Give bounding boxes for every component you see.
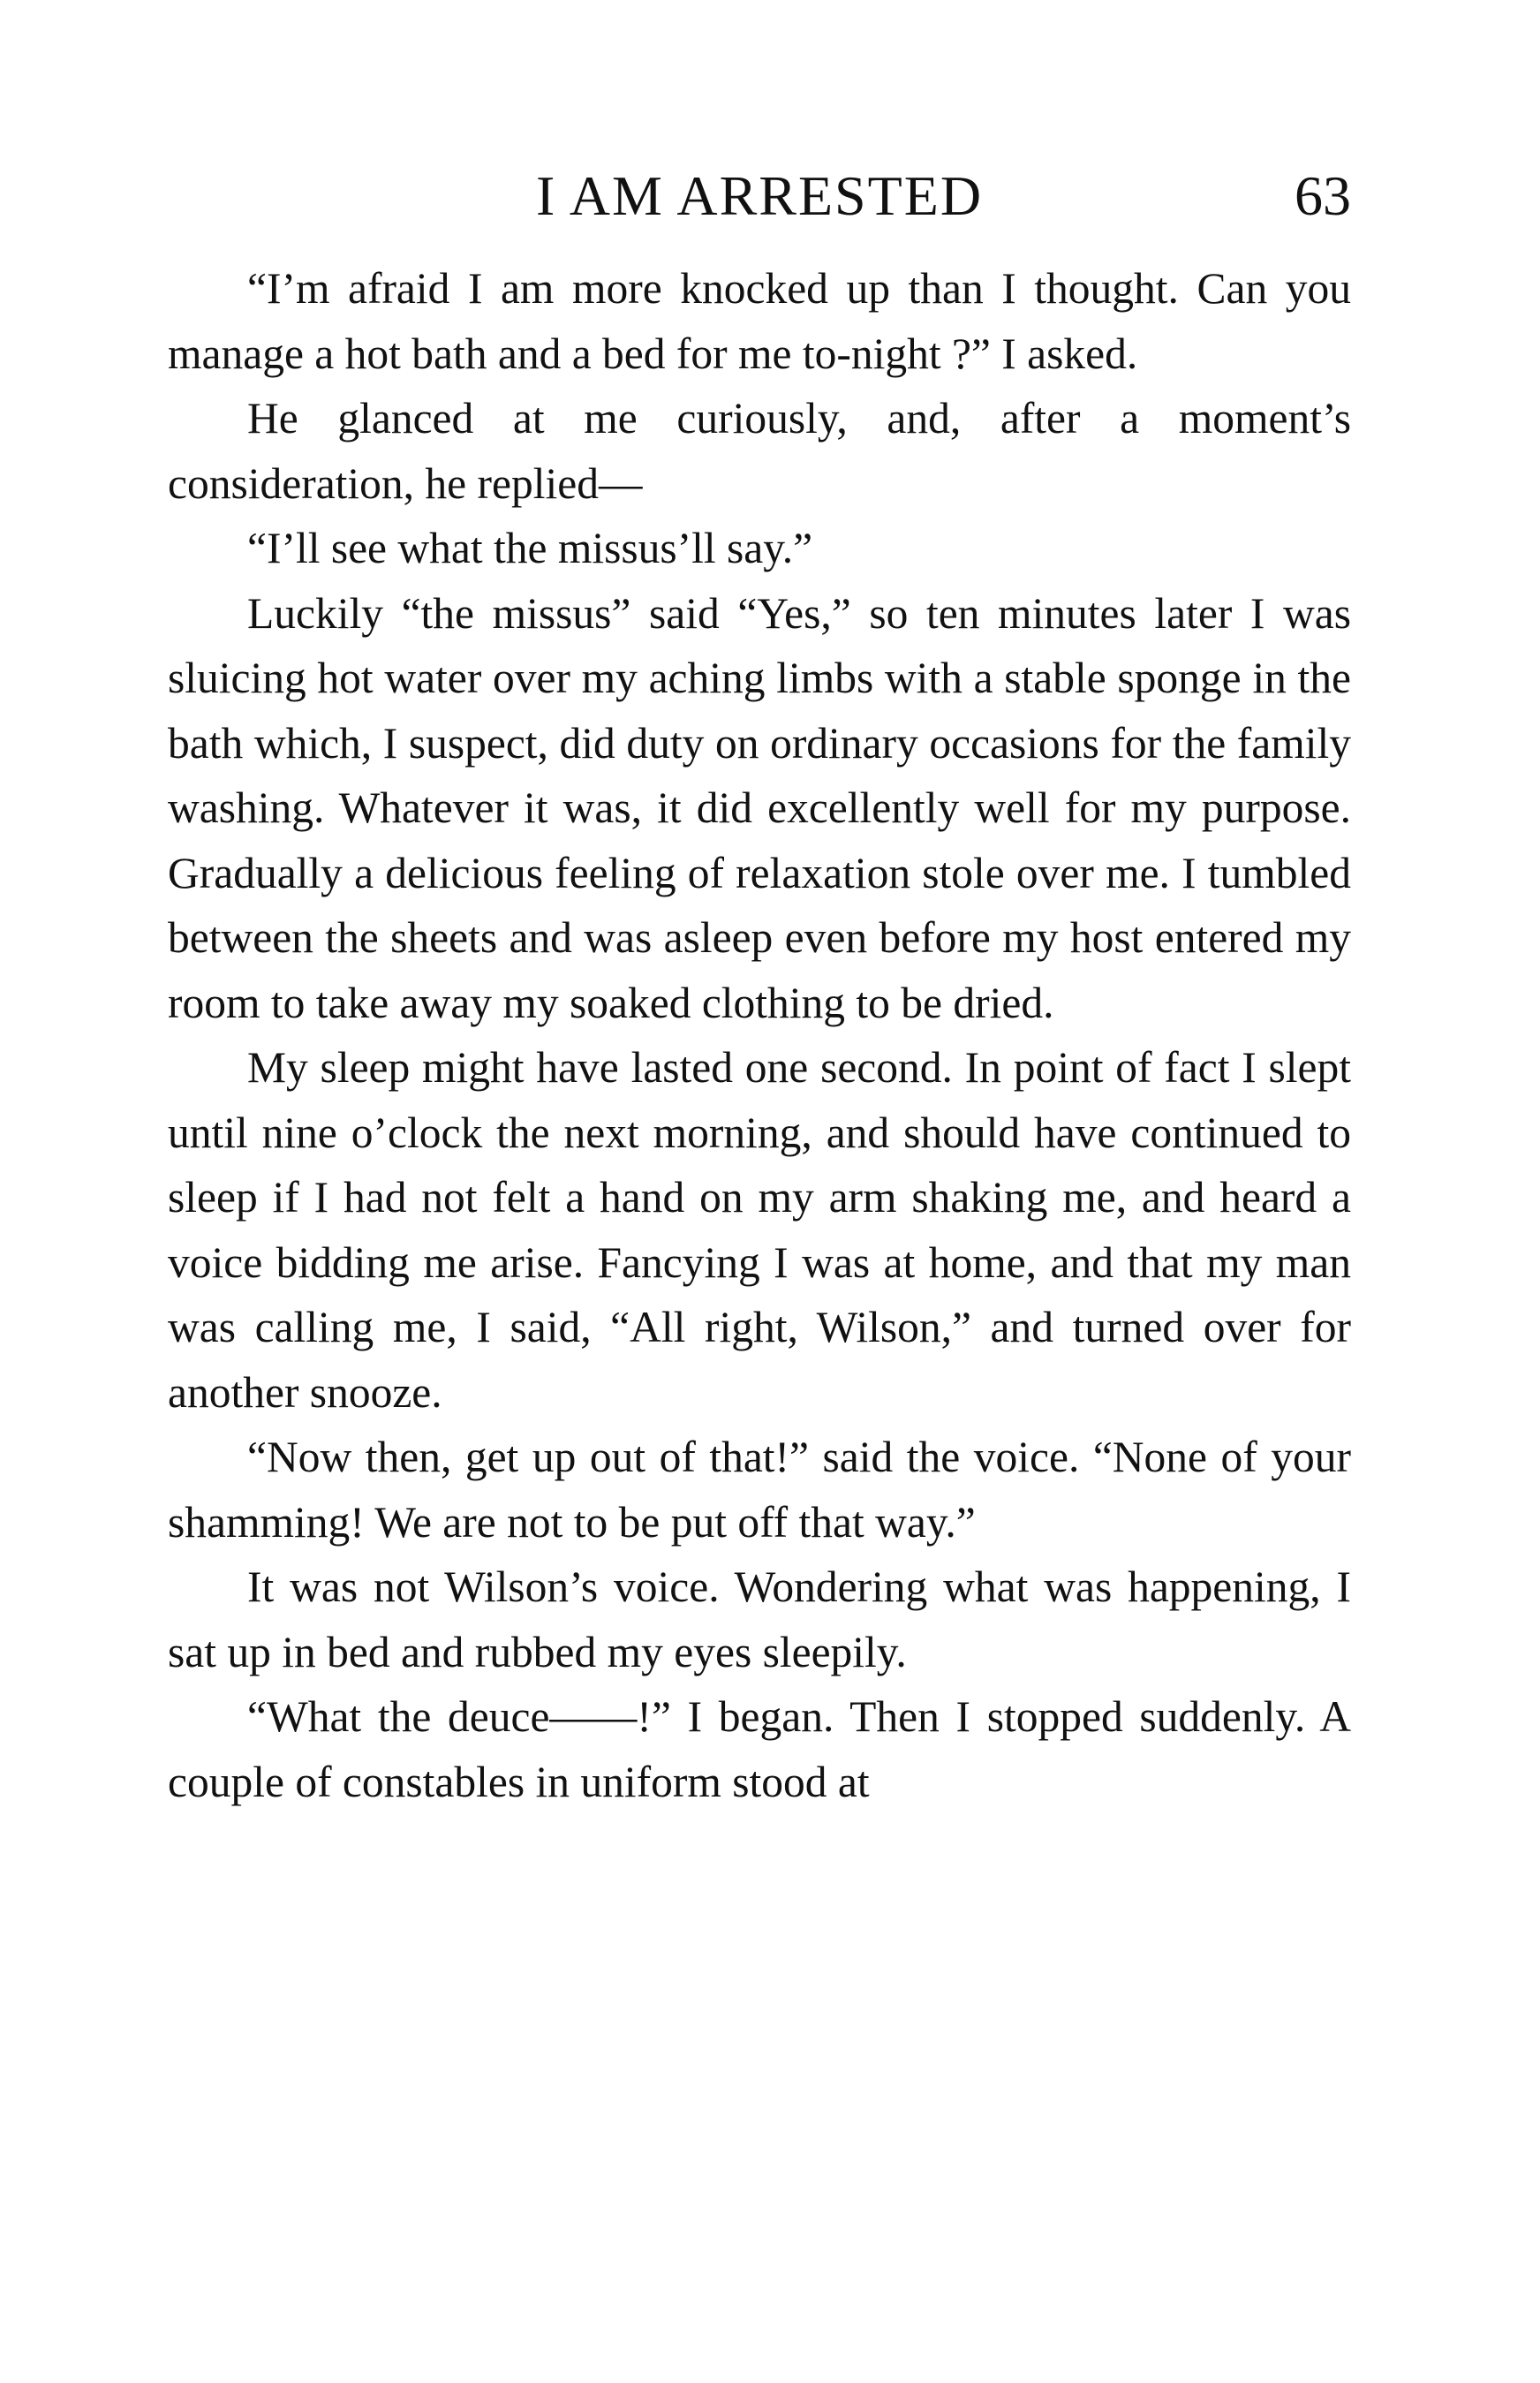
- paragraph: “I’m afraid I am more knocked up than I thought. Can you manage a hot bath and a bed for me to-night ?” I asked.: [168, 264, 1351, 378]
- paragraph: “I’ll see what the missus’ll say.”: [247, 524, 813, 572]
- paragraph: It was not Wilson’s voice. Wondering what was happening, I sat up in bed and rubbed my eyes sleepily.: [168, 1562, 1351, 1676]
- running-head: I AM ARRESTED: [535, 164, 984, 227]
- page-number: 63: [1295, 164, 1351, 227]
- paragraph: “Now then, get up out of that!” said the voice. “None of your shamming! We are not to be put off that way.”: [168, 1433, 1351, 1547]
- paragraph: “What the deuce——!” I began. Then I stopped suddenly. A couple of constables in uniform stood at: [168, 1692, 1351, 1806]
- paragraph: He glanced at me curiously, and, after a moment’s consideration, he replied—: [168, 394, 1351, 508]
- page-header: [168, 163, 1351, 243]
- paragraph: My sleep might have lasted one second. In point of fact I slept until nine o’clock the next morning, and should have continued to sleep if I had not felt a hand on my arm shaking me, and heard a voice bidding me arise. Fancying I was at home, and that my man was calling me, I said, “All right, Wilson,” and turned over for another snooze.: [168, 1043, 1351, 1417]
- body-text: [168, 256, 1351, 1814]
- paragraph: Luckily “the missus” said “Yes,” so ten minutes later I was sluicing hot water over my aching limbs with a stable sponge in the bath which, I suspect, did duty on ordinary occasions for the family washing. Whatever it was, it did excellently well for my purpose. Gradually a delicious feeling of relaxation stole over me. I tumbled between the sheets and was asleep even before my host entered my room to take away my soaked clothing to be dried.: [168, 588, 1351, 1027]
